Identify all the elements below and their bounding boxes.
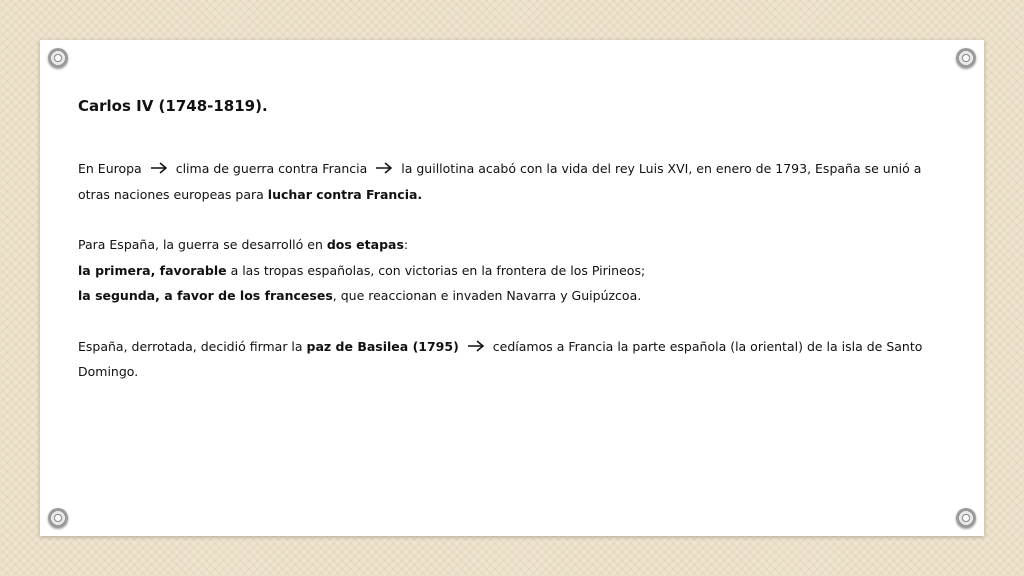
text-peace-basilea: paz de Basilea (1795) bbox=[306, 338, 459, 354]
slide-content bbox=[78, 96, 948, 385]
pushpin-icon bbox=[956, 508, 976, 528]
text-first-detail: a las tropas españolas, con victorias en la frontera de los Pirineos; bbox=[226, 262, 646, 278]
page-title: Carlos IV (1748-1819). bbox=[78, 97, 268, 115]
pushpin-icon bbox=[956, 48, 976, 68]
text-stages-intro: Para España, la guerra se desarrolló en bbox=[78, 237, 327, 252]
pushpin-icon bbox=[48, 508, 68, 528]
text-spain-defeated: España, derrotada, decidió firmar la bbox=[78, 338, 307, 354]
text-second-detail: , que reaccionan e invaden Navarra y Guipúzcoa. bbox=[332, 288, 642, 303]
paragraph-europe bbox=[78, 156, 948, 207]
text-two-stages: dos etapas bbox=[326, 237, 404, 252]
text-europe: En Europa bbox=[78, 161, 142, 176]
text-santo-domingo: cedíamos a Francia la parte española (la oriental) de la isla de Santo Domingo. bbox=[78, 338, 923, 379]
text-war-climate: clima de guerra contra Francia bbox=[175, 161, 368, 176]
text-second-french: la segunda, a favor de los franceses bbox=[78, 288, 333, 303]
right-arrow-icon bbox=[375, 161, 393, 175]
right-arrow-icon bbox=[467, 339, 485, 353]
text-fight-france: luchar contra Francia. bbox=[267, 186, 423, 202]
paragraph-basilea bbox=[78, 334, 948, 385]
paragraph-first-stage bbox=[78, 258, 948, 284]
text-guillotine: la guillotina acabó con la vida del rey Luis XVI, en enero de 1793, España se unió a otras naciones europeas para bbox=[78, 161, 922, 202]
text-first-favorable: la primera, favorable bbox=[78, 262, 227, 278]
pushpin-icon bbox=[48, 48, 68, 68]
note-card bbox=[40, 40, 984, 536]
paragraph-stages bbox=[78, 232, 948, 258]
paragraph-second-stage bbox=[78, 283, 948, 309]
right-arrow-icon bbox=[150, 161, 168, 175]
text-colon: : bbox=[403, 237, 409, 252]
